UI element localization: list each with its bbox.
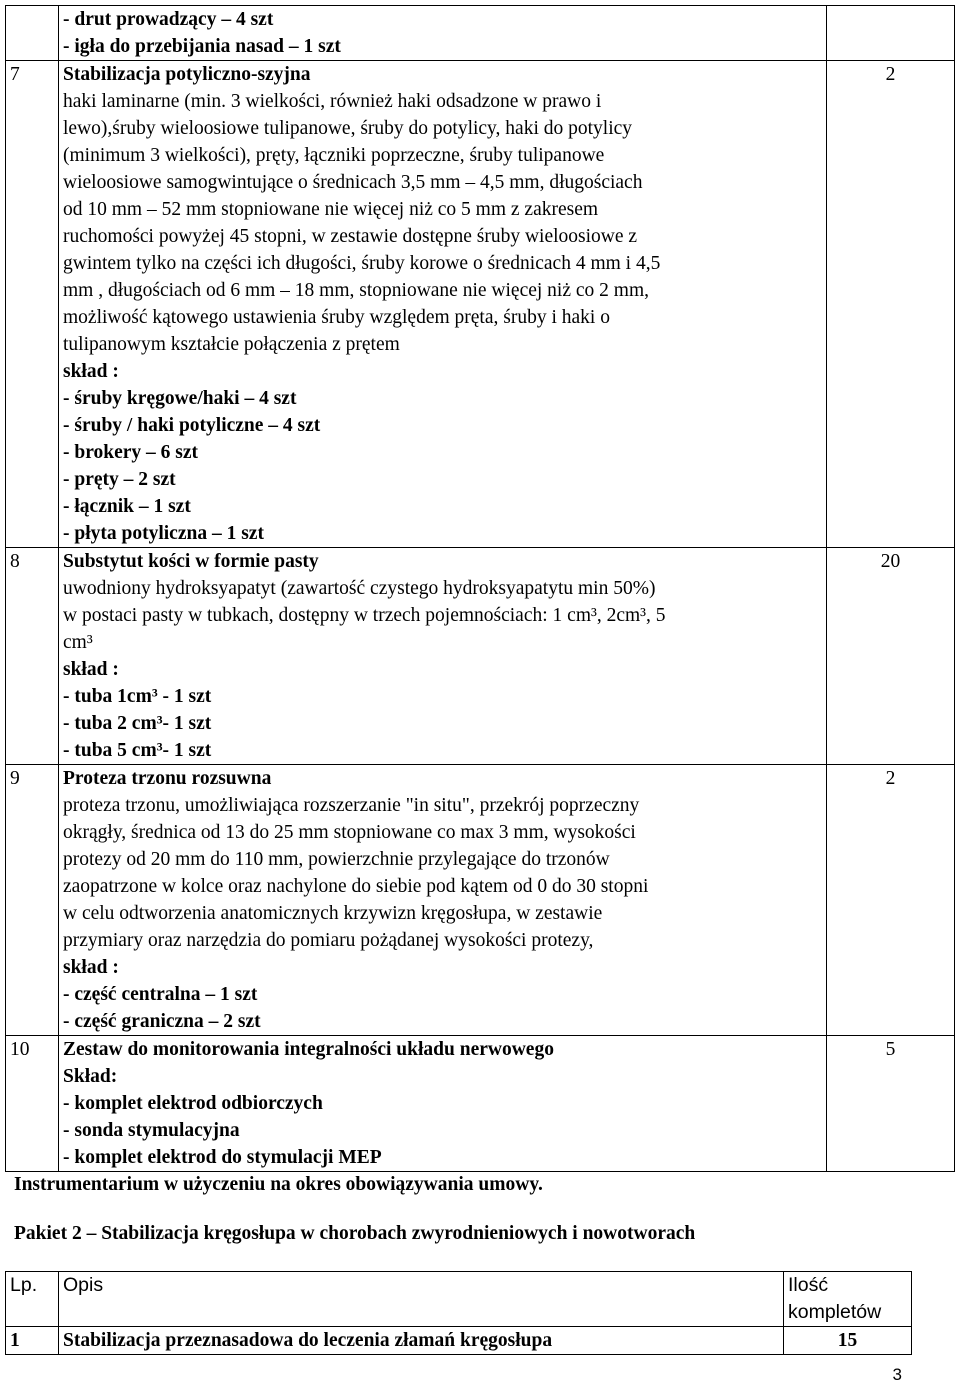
header-ilosc-line2: kompletów [788, 1301, 882, 1323]
description-line: tulipanowym kształcie połączenia z prętem [63, 334, 400, 355]
row-quantity [827, 6, 955, 61]
header-opis: Opis [59, 1272, 784, 1327]
row-description [59, 6, 827, 61]
row-number [6, 6, 59, 61]
description-line: możliwość kątowego ustawienia śruby względem pręta, śruby i haki o [63, 307, 610, 328]
description-line: - śruby / haki potyliczne – 4 szt [63, 415, 321, 436]
description-line: wieloosiowe samogwintujące o średnicach 3,5 mm – 4,5 mm, długościach [63, 172, 643, 193]
description-line: - komplet elektrod do stymulacji MEP [63, 1147, 382, 1168]
row-description: Stabilizacja przeznasadowa do leczenia złamań kręgosłupa [59, 1327, 784, 1355]
description-line: uwodniony hydroksyapatyt (zawartość czystego hydroksyapatytu min 50%) [63, 578, 656, 599]
header-ilosc [784, 1272, 912, 1327]
description-line: w postaci pasty w tubkach, dostępny w trzech pojemnościach: 1 cm³, 2cm³, 5 [63, 605, 666, 626]
description-line: - tuba 5 cm³- 1 szt [63, 740, 212, 761]
row-description [59, 548, 827, 765]
package-table [5, 1271, 912, 1355]
description-line: Skład: [63, 1066, 118, 1087]
table-row [6, 765, 955, 1036]
description-line: - łącznik – 1 szt [63, 496, 191, 517]
row-quantity: 15 [784, 1327, 912, 1355]
description-line: - igła do przebijania nasad – 1 szt [63, 36, 341, 57]
description-line: protezy od 20 mm do 110 mm, powierzchnie przylegające do trzonów [63, 849, 610, 870]
description-line: w celu odtworzenia anatomicznych krzywizn kręgosłupa, w zestawie [63, 903, 603, 924]
description-line: przymiary oraz narzędzia do pomiaru pożądanej wysokości protezy, [63, 930, 594, 951]
description-line: cm³ [63, 632, 93, 653]
description-line: - śruby kręgowe/haki – 4 szt [63, 388, 297, 409]
loan-note: Instrumentarium w użyczeniu na okres obowiązywania umowy. [14, 1174, 543, 1195]
description-line: - płyta potyliczna – 1 szt [63, 523, 264, 544]
row-number: 10 [6, 1036, 59, 1172]
table-row [6, 1036, 955, 1172]
description-line: Stabilizacja potyliczno-szyjna [63, 64, 311, 85]
row-quantity: 2 [827, 61, 955, 548]
description-line: - pręty – 2 szt [63, 469, 176, 490]
row-description [59, 61, 827, 548]
row-quantity: 20 [827, 548, 955, 765]
description-line: - tuba 1cm³ - 1 szt [63, 686, 212, 707]
description-line: lewo),śruby wieloosiowe tulipanowe, śruby do potylicy, haki do potylicy [63, 118, 633, 139]
description-line: skład : [63, 659, 119, 680]
row-number: 1 [6, 1327, 59, 1355]
package-title: Pakiet 2 – Stabilizacja kręgosłupa w chorobach zwyrodnieniowych i nowotworach [14, 1223, 696, 1244]
description-line: haki laminarne (min. 3 wielkości, również haki odsadzone w prawo i [63, 91, 602, 112]
description-line: - brokery – 6 szt [63, 442, 199, 463]
description-line: Proteza trzonu rozsuwna [63, 768, 272, 789]
description-line: (minimum 3 wielkości), pręty, łączniki poprzeczne, śruby tulipanowe [63, 145, 605, 166]
description-line: mm , długościach od 6 mm – 18 mm, stopniowane nie więcej niż co 2 mm, [63, 280, 649, 301]
description-line: od 10 mm – 52 mm stopniowane nie więcej niż co 5 mm z zakresem [63, 199, 599, 220]
table-row [6, 61, 955, 548]
row-number: 9 [6, 765, 59, 1036]
row-description [59, 765, 827, 1036]
header-lp: Lp. [6, 1272, 59, 1327]
description-line: Zestaw do monitorowania integralności układu nerwowego [63, 1039, 554, 1060]
description-line: - komplet elektrod odbiorczych [63, 1093, 323, 1114]
description-line: okrągły, średnica od 13 do 25 mm stopniowane co max 3 mm, wysokości [63, 822, 636, 843]
description-line: gwintem tylko na części ich długości, śruby korowe o średnicach 4 mm i 4,5 [63, 253, 661, 274]
description-line: - część centralna – 1 szt [63, 984, 258, 1005]
description-line: - drut prowadzący – 4 szt [63, 9, 274, 30]
row-description [59, 1036, 827, 1172]
description-line: skład : [63, 957, 119, 978]
description-line: skład : [63, 361, 119, 382]
description-line: - tuba 2 cm³- 1 szt [63, 713, 212, 734]
description-line: Substytut kości w formie pasty [63, 551, 319, 572]
description-line: zaopatrzone w kolce oraz nachylone do siebie pod kątem od 0 do 30 stopni [63, 876, 649, 897]
package-table-row [6, 1327, 912, 1355]
table-row [6, 548, 955, 765]
row-quantity: 2 [827, 765, 955, 1036]
row-number: 7 [6, 61, 59, 548]
header-ilosc-line1: Ilość [788, 1274, 829, 1296]
description-line: ruchomości powyżej 45 stopni, w zestawie dostępne śruby wieloosiowe z [63, 226, 638, 247]
row-number: 8 [6, 548, 59, 765]
page-number: 3 [892, 1365, 902, 1384]
description-line: - sonda stymulacyjna [63, 1120, 240, 1141]
description-line: - część graniczna – 2 szt [63, 1011, 261, 1032]
table-row [6, 6, 955, 61]
row-quantity: 5 [827, 1036, 955, 1172]
package-table-header [6, 1272, 912, 1327]
description-line: proteza trzonu, umożliwiająca rozszerzanie "in situ", przekrój poprzeczny [63, 795, 640, 816]
items-table [5, 5, 955, 1172]
